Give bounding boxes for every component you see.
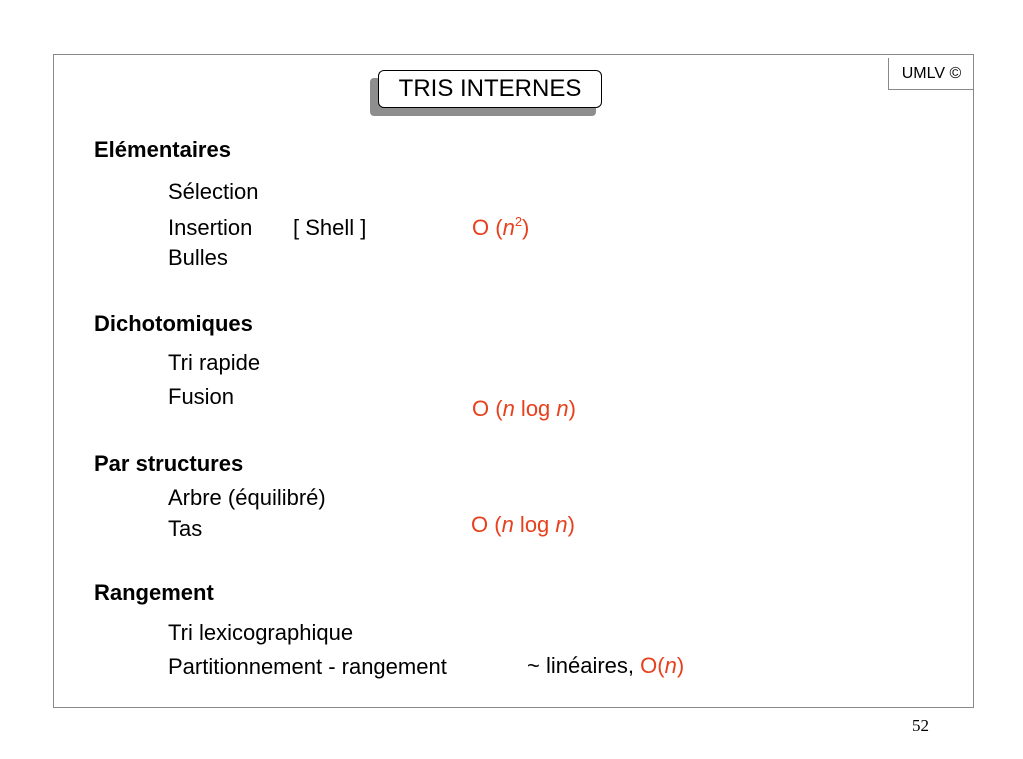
item-tas: Tas (168, 516, 203, 541)
heading-rangement: Rangement (94, 580, 214, 605)
heading-dichotomiques: Dichotomiques (94, 311, 253, 336)
complexity-n-squared: O $(n^2)$ (472, 214, 530, 240)
item-partitionnement: Partitionnement - rangement (168, 654, 447, 679)
item-tri-lexicographique: Tri lexicographique (168, 620, 354, 645)
item-tri-rapide: Tri rapide (168, 350, 261, 375)
complexity-n-log-n-struct: O (n log n) (471, 512, 575, 537)
item-insertion: Insertion (168, 215, 253, 240)
note-shell: [ Shell ] (293, 215, 367, 240)
item-arbre: Arbre (équilibré) (168, 485, 326, 510)
item-fusion: Fusion (168, 384, 235, 409)
umlv-badge: UMLV © (888, 58, 974, 90)
note-lineaires: ~ linéaires, (527, 653, 641, 678)
complexity-o-n: O(n) (640, 653, 685, 678)
page-number: 52 (912, 716, 929, 735)
item-selection: Sélection (168, 179, 259, 204)
complexity-n-log-n-dicho: O (n log n) (472, 396, 576, 421)
heading-par-structures: Par structures (94, 451, 244, 476)
slide-title: TRIS INTERNES (378, 70, 602, 108)
complexity-lineaire (527, 655, 684, 677)
item-bulles: Bulles (168, 245, 228, 270)
heading-elementaires: Elémentaires (94, 137, 231, 162)
